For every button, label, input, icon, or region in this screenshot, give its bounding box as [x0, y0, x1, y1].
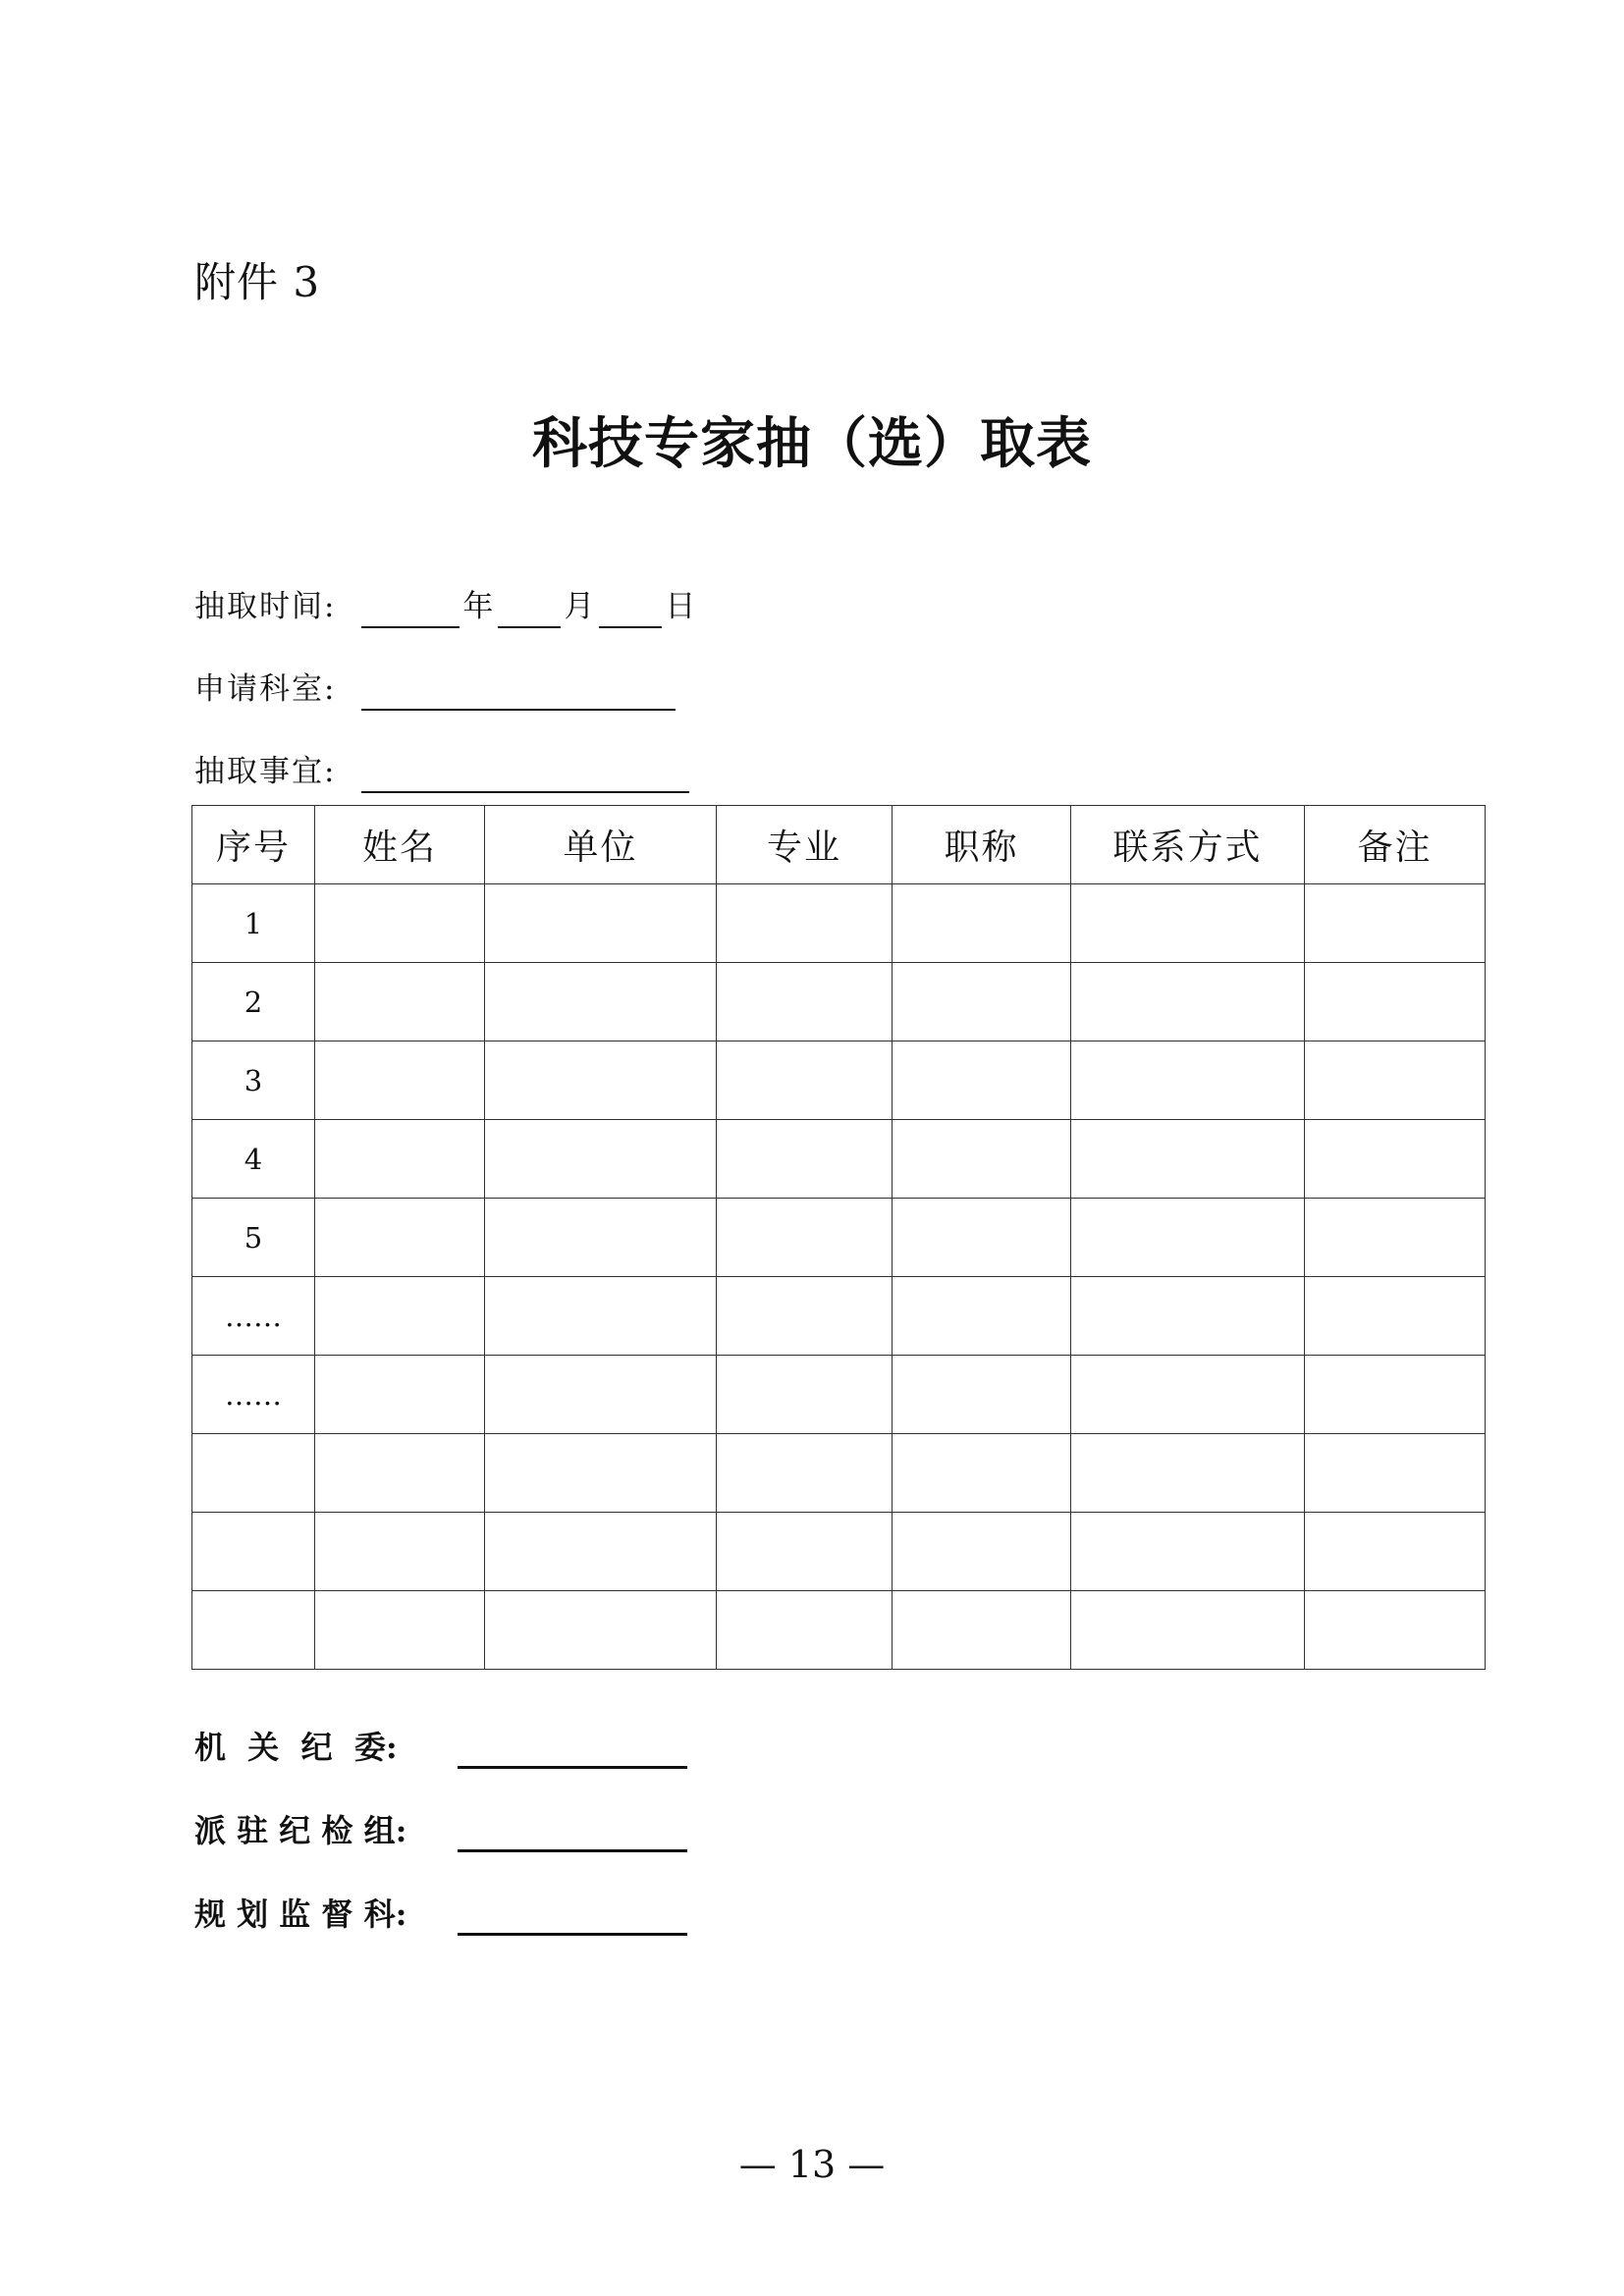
table-cell[interactable]	[893, 963, 1071, 1041]
table-row	[192, 1277, 1486, 1356]
table-cell[interactable]	[717, 1277, 893, 1356]
table-row	[192, 1513, 1486, 1591]
col-header-contact: 联系方式	[1071, 806, 1305, 884]
table-cell[interactable]	[1305, 1120, 1486, 1199]
draw-time-field	[194, 585, 697, 628]
table-cell[interactable]	[315, 1277, 485, 1356]
row-number-cell	[192, 1513, 315, 1591]
table-cell[interactable]	[893, 1120, 1071, 1199]
table-cell[interactable]	[1305, 1199, 1486, 1277]
table-header-row	[192, 806, 1486, 884]
month-blank[interactable]	[498, 589, 561, 628]
table-cell[interactable]	[893, 1434, 1071, 1513]
table-cell[interactable]	[893, 1591, 1071, 1670]
table-cell[interactable]	[485, 1356, 717, 1434]
table-cell[interactable]	[1071, 884, 1305, 963]
table-cell[interactable]	[717, 1120, 893, 1199]
planning-signature	[194, 1893, 690, 1936]
table-cell[interactable]	[1071, 1120, 1305, 1199]
table-cell[interactable]	[485, 1199, 717, 1277]
committee-blank[interactable]	[458, 1729, 687, 1769]
table-cell[interactable]	[315, 884, 485, 963]
table-cell[interactable]	[717, 1591, 893, 1670]
table-cell[interactable]	[1305, 1356, 1486, 1434]
committee-signature	[194, 1726, 690, 1769]
table-row	[192, 1356, 1486, 1434]
row-number-cell: ……	[192, 1277, 315, 1356]
table-cell[interactable]	[717, 1434, 893, 1513]
table-cell[interactable]	[485, 884, 717, 963]
table-row	[192, 1120, 1486, 1199]
table-cell[interactable]	[1305, 1434, 1486, 1513]
row-number-cell	[192, 1591, 315, 1670]
table-cell[interactable]	[893, 1199, 1071, 1277]
row-number-cell: ……	[192, 1356, 315, 1434]
table-cell[interactable]	[717, 1199, 893, 1277]
table-cell[interactable]	[485, 1120, 717, 1199]
table-cell[interactable]	[315, 963, 485, 1041]
row-number-cell: 3	[192, 1041, 315, 1120]
row-number-cell: 2	[192, 963, 315, 1041]
inspection-team-signature	[194, 1809, 690, 1852]
year-blank[interactable]	[361, 589, 460, 628]
table-cell[interactable]	[485, 1434, 717, 1513]
draw-matter-label: 抽取事宜:	[194, 754, 337, 789]
table-cell[interactable]	[315, 1434, 485, 1513]
table-cell[interactable]	[1071, 1199, 1305, 1277]
year-suffix: 年	[462, 589, 496, 624]
table-cell[interactable]	[717, 963, 893, 1041]
table-cell[interactable]	[1305, 963, 1486, 1041]
page-title: 科技专家抽（选）取表	[532, 411, 1092, 476]
expert-table	[191, 805, 1486, 1670]
table-row	[192, 963, 1486, 1041]
attachment-label: 附件 3	[194, 258, 321, 306]
day-suffix: 日	[665, 589, 698, 624]
month-suffix: 月	[564, 589, 597, 624]
applicant-dept-blank[interactable]	[361, 671, 676, 711]
table-cell[interactable]	[1071, 1277, 1305, 1356]
table-cell[interactable]	[315, 1591, 485, 1670]
table-cell[interactable]	[485, 1591, 717, 1670]
table-cell[interactable]	[893, 884, 1071, 963]
table-cell[interactable]	[717, 1356, 893, 1434]
table-cell[interactable]	[893, 1513, 1071, 1591]
table-cell[interactable]	[315, 1120, 485, 1199]
table-cell[interactable]	[315, 1356, 485, 1434]
row-number-cell	[192, 1434, 315, 1513]
applicant-dept-field	[194, 667, 678, 711]
table-row	[192, 884, 1486, 963]
inspection-team-label: 派 驻 纪 检 组:	[194, 1812, 407, 1849]
col-header-remarks: 备注	[1305, 806, 1486, 884]
table-cell[interactable]	[1071, 1041, 1305, 1120]
col-header-seq: 序号	[192, 806, 315, 884]
inspection-team-blank[interactable]	[458, 1812, 687, 1852]
row-number-cell: 1	[192, 884, 315, 963]
table-body	[192, 884, 1486, 1670]
table-cell[interactable]	[485, 1041, 717, 1120]
col-header-title: 职称	[893, 806, 1071, 884]
row-number-cell: 4	[192, 1120, 315, 1199]
table-cell[interactable]	[893, 1277, 1071, 1356]
planning-blank[interactable]	[458, 1896, 687, 1936]
draw-matter-blank[interactable]	[361, 754, 689, 793]
table-cell[interactable]	[1071, 1591, 1305, 1670]
table-cell[interactable]	[717, 1513, 893, 1591]
table-cell[interactable]	[1305, 1277, 1486, 1356]
table-cell[interactable]	[1305, 884, 1486, 963]
table-cell[interactable]	[485, 1277, 717, 1356]
draw-matter-field	[194, 750, 692, 793]
table-cell[interactable]	[485, 963, 717, 1041]
table-cell[interactable]	[717, 884, 893, 963]
col-header-name: 姓名	[315, 806, 485, 884]
committee-label: 机 关 纪 委:	[194, 1729, 398, 1766]
table-cell[interactable]	[717, 1041, 893, 1120]
table-cell[interactable]	[315, 1041, 485, 1120]
table-cell[interactable]	[893, 1356, 1071, 1434]
page-number: — 13 —	[738, 2143, 886, 2186]
table-row	[192, 1199, 1486, 1277]
col-header-unit: 单位	[485, 806, 717, 884]
table-row	[192, 1591, 1486, 1670]
table-cell[interactable]	[315, 1199, 485, 1277]
table-cell[interactable]	[1071, 1513, 1305, 1591]
table-cell[interactable]	[1071, 963, 1305, 1041]
col-header-major: 专业	[717, 806, 893, 884]
table-cell[interactable]	[893, 1041, 1071, 1120]
table-cell[interactable]	[1071, 1434, 1305, 1513]
table-cell[interactable]	[315, 1513, 485, 1591]
table-cell[interactable]	[1305, 1513, 1486, 1591]
day-blank[interactable]	[599, 589, 662, 628]
table-cell[interactable]	[1305, 1591, 1486, 1670]
table-row	[192, 1434, 1486, 1513]
planning-label: 规 划 监 督 科:	[194, 1896, 407, 1933]
table-cell[interactable]	[1305, 1041, 1486, 1120]
table-cell[interactable]	[485, 1513, 717, 1591]
table-row	[192, 1041, 1486, 1120]
table-cell[interactable]	[1071, 1356, 1305, 1434]
applicant-dept-label: 申请科室:	[194, 671, 337, 707]
row-number-cell: 5	[192, 1199, 315, 1277]
draw-time-label: 抽取时间:	[194, 589, 337, 624]
